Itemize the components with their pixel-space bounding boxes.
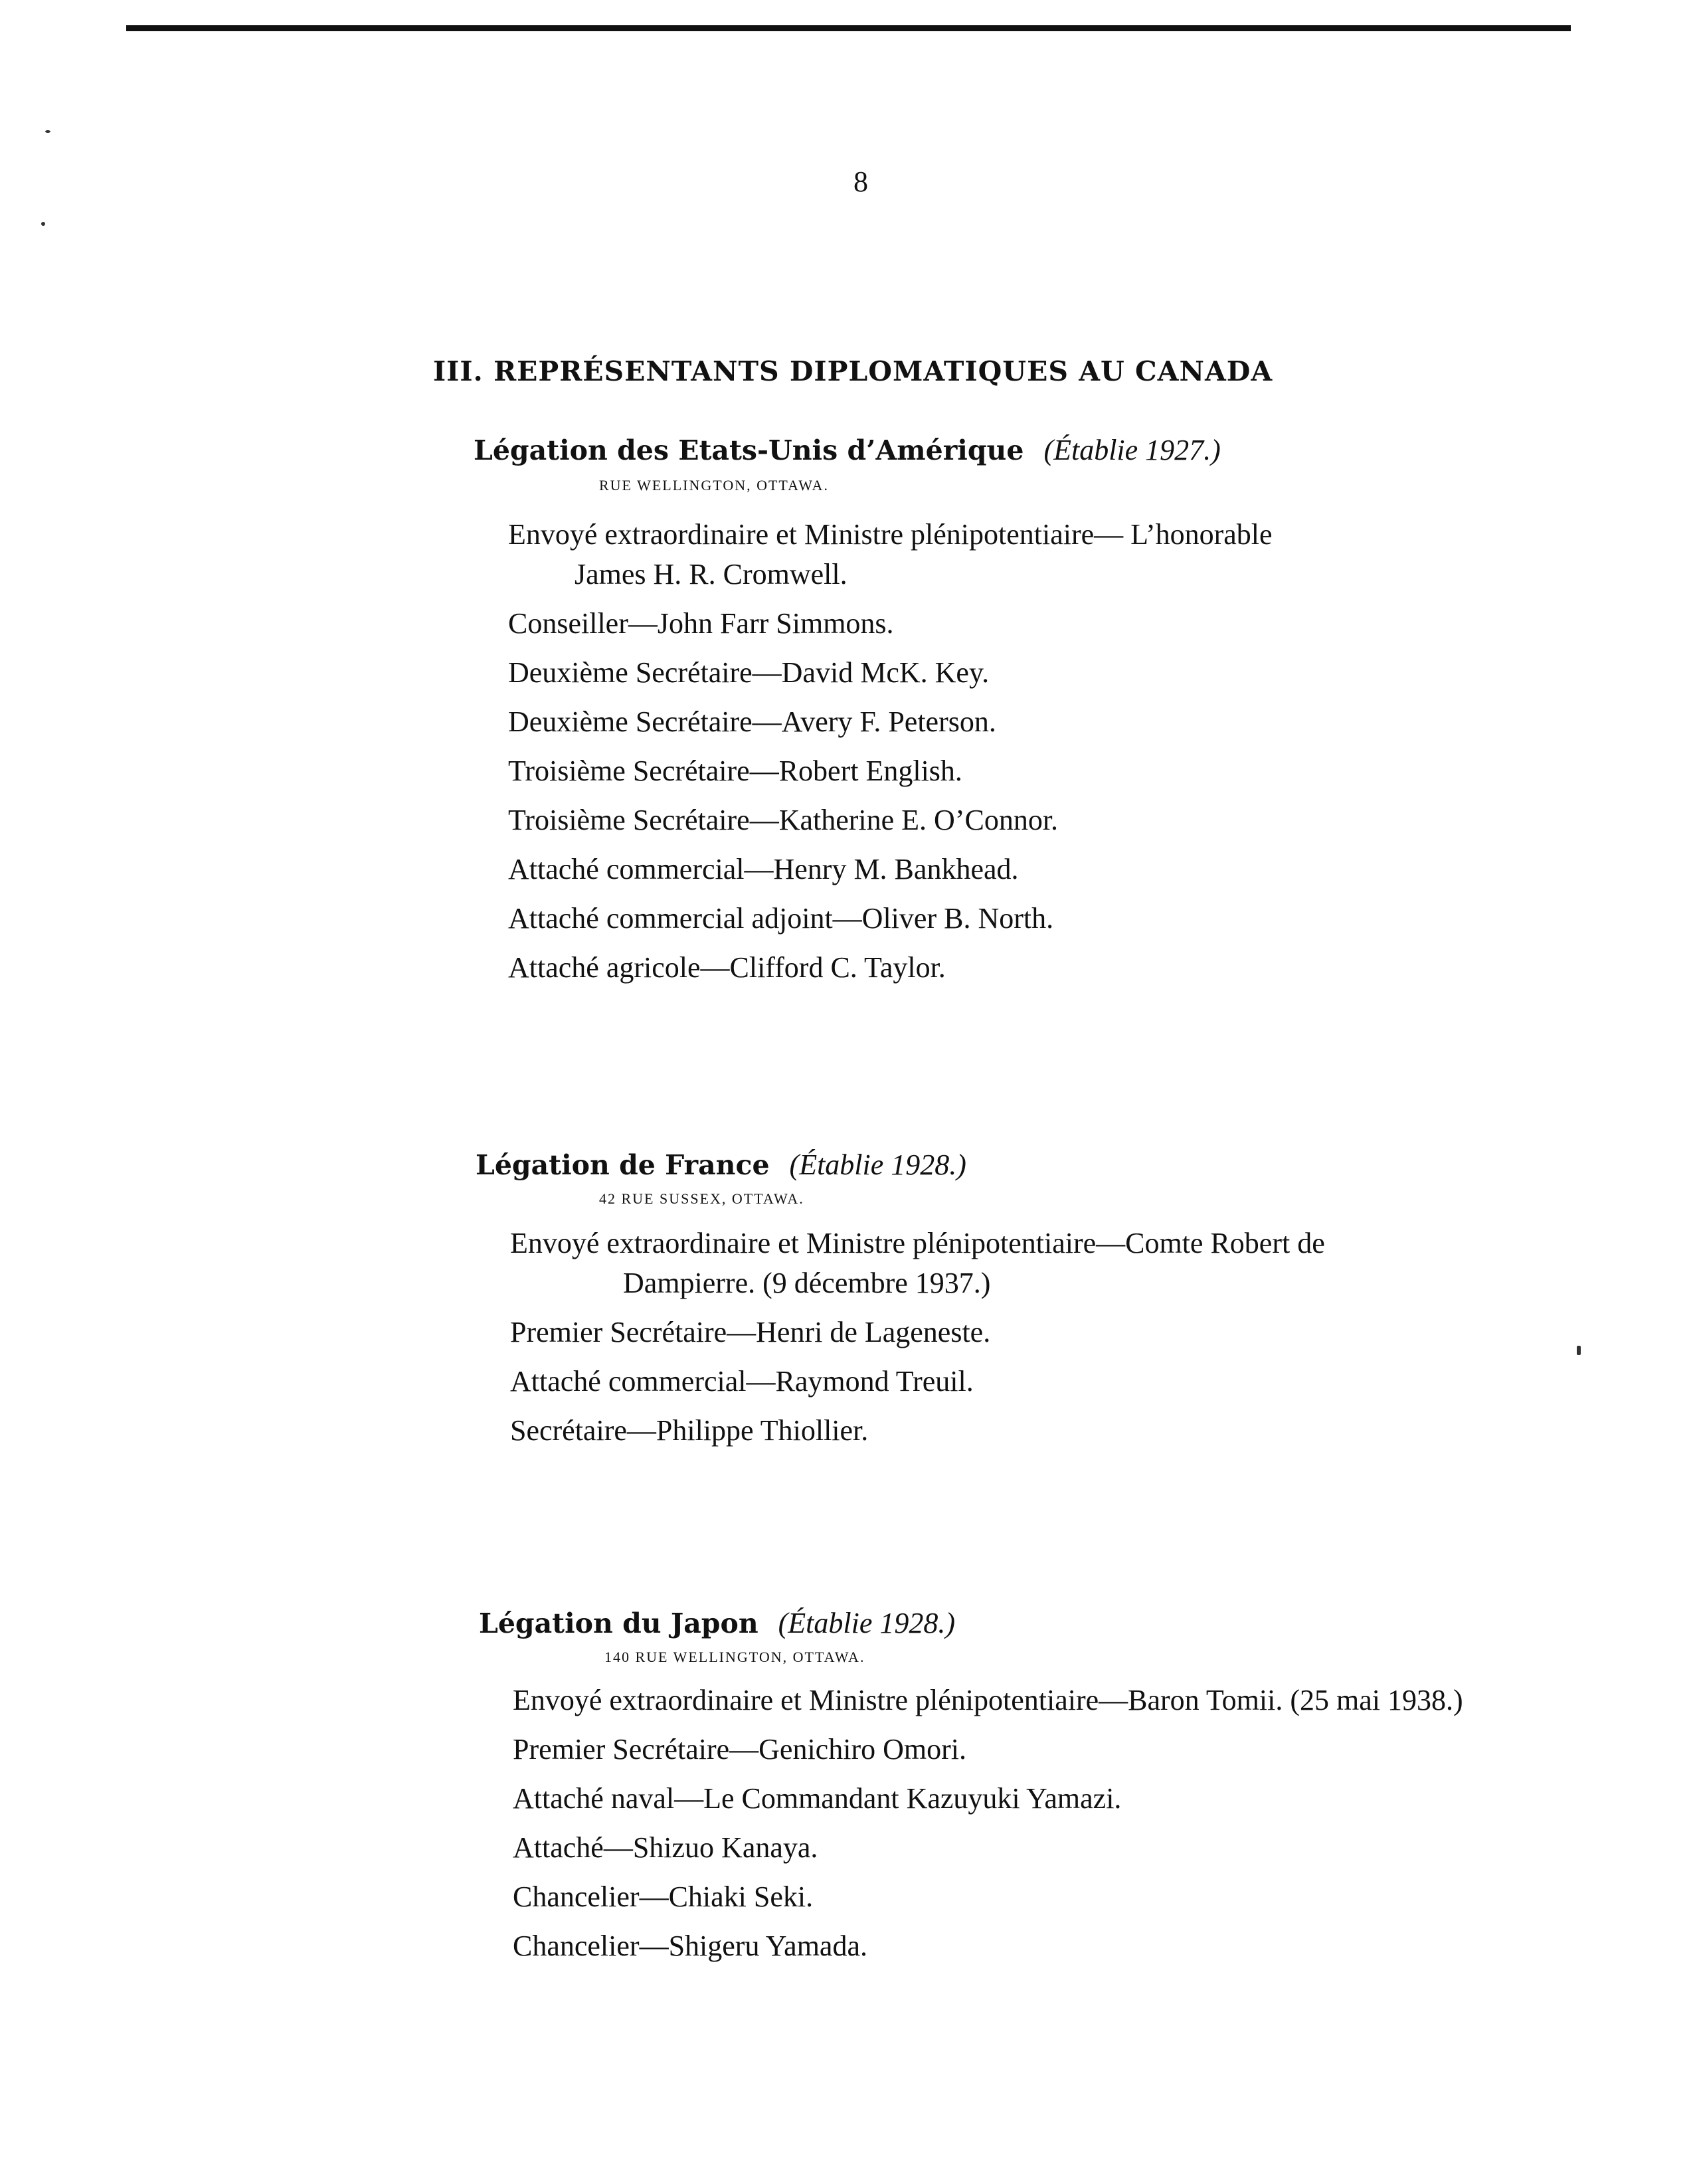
staff-entry: Conseiller—John Farr Simmons.: [508, 607, 894, 640]
staff-list: [513, 1681, 1463, 1975]
staff-entry: Attaché naval—Le Commandant Kazuyuki Yamazi.: [513, 1782, 1122, 1815]
staff-entry: Attaché agricole—Clifford C. Taylor.: [508, 951, 946, 984]
staff-entry: Envoyé extraordinaire et Ministre plénipotentiaire—Comte Robert de Dampierre. (9 décembre 1937.): [510, 1227, 1325, 1299]
section-heading: III. REPRÉSENTANTS DIPLOMATIQUES AU CANADA: [433, 355, 1273, 387]
staff-entry: Attaché—Shizuo Kanaya.: [513, 1831, 818, 1864]
page-number: 8: [853, 165, 868, 198]
staff-entry: Deuxième Secrétaire—Avery F. Peterson.: [508, 705, 996, 738]
staff-entry: Deuxième Secrétaire—David McK. Key.: [508, 656, 990, 689]
legation-name: Légation de France: [476, 1149, 770, 1181]
scan-speck: [1577, 1346, 1581, 1355]
legation-address: 140 RUE WELLINGTON, OTTAWA.: [604, 1649, 865, 1665]
staff-list: [510, 1224, 1374, 1460]
staff-entry: Chancelier—Chiaki Seki.: [513, 1880, 814, 1913]
staff-entry: Troisième Secrétaire—Katherine E. O’Connor.: [508, 804, 1059, 836]
legation-established: (Établie 1928.): [778, 1607, 956, 1639]
staff-entry: Secrétaire—Philippe Thiollier.: [510, 1414, 869, 1447]
legation-title: [476, 1148, 966, 1182]
staff-entry: Premier Secrétaire—Henri de Lageneste.: [510, 1316, 991, 1348]
scan-speck: [41, 222, 45, 226]
staff-entry: Premier Secrétaire—Genichiro Omori.: [513, 1733, 966, 1766]
legation-established: (Établie 1928.): [789, 1148, 966, 1181]
legation-address: 42 RUE SUSSEX, OTTAWA.: [599, 1190, 804, 1207]
staff-list: [508, 515, 1305, 997]
legation-title: [479, 1606, 955, 1640]
scan-speck: [45, 130, 50, 133]
legation-name: Légation du Japon: [479, 1607, 758, 1639]
staff-entry: Attaché commercial—Raymond Treuil.: [510, 1365, 974, 1398]
legation-title: [474, 433, 1221, 467]
legation-address: RUE WELLINGTON, OTTAWA.: [599, 477, 829, 494]
staff-entry: Troisième Secrétaire—Robert English.: [508, 755, 962, 787]
legation-name: Légation des Etats-Unis d’Amérique: [474, 434, 1024, 466]
legation-established: (Établie 1927.): [1043, 434, 1221, 466]
staff-entry: Envoyé extraordinaire et Ministre plénipotentiaire—Baron Tomii. (25 mai 1938.): [513, 1684, 1463, 1716]
staff-entry: Envoyé extraordinaire et Ministre plénipotentiaire— L’honorable James H. R. Cromwell.: [508, 518, 1273, 591]
staff-entry: Chancelier—Shigeru Yamada.: [513, 1930, 867, 1962]
top-rule: [126, 25, 1571, 31]
staff-entry: Attaché commercial—Henry M. Bankhead.: [508, 853, 1019, 885]
staff-entry: Attaché commercial adjoint—Oliver B. North.: [508, 902, 1054, 935]
